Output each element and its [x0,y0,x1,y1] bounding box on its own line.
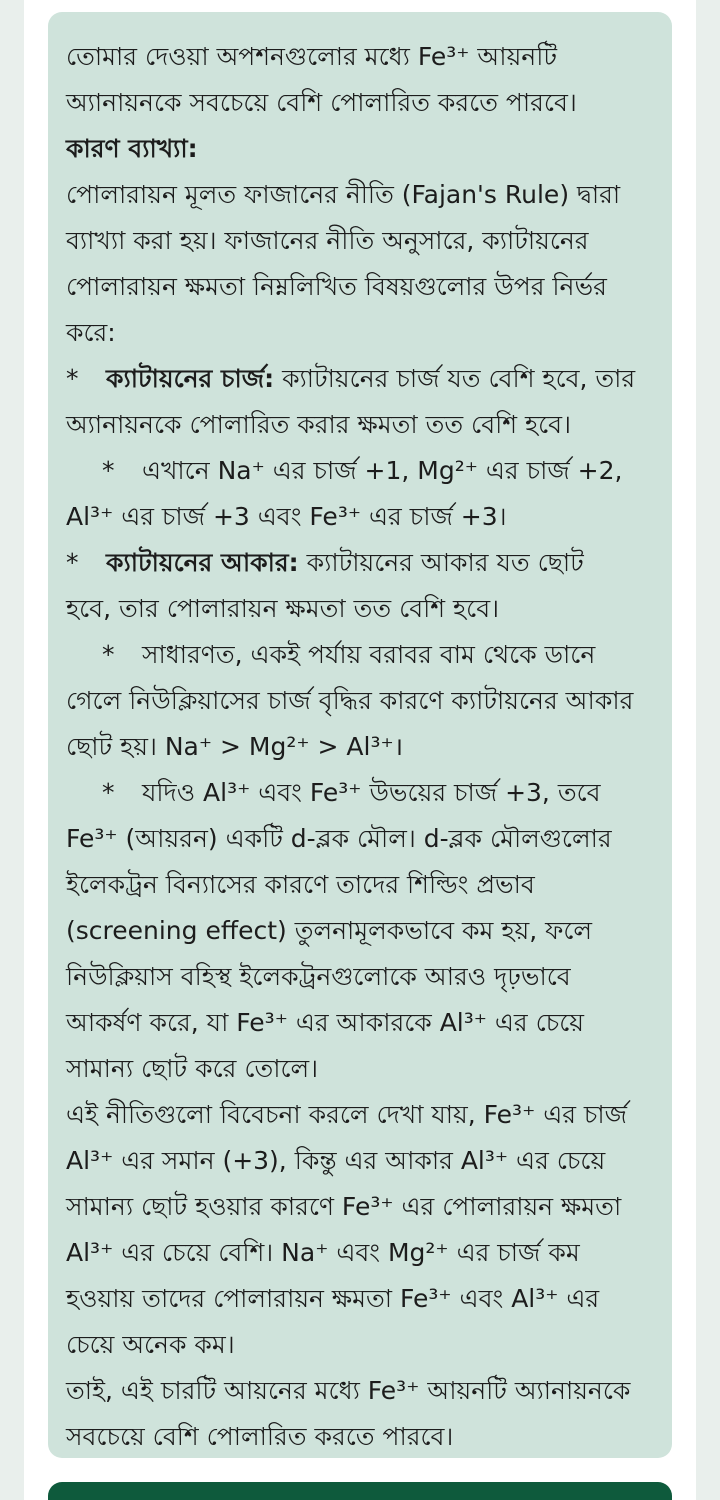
answer-text-line: তোমার দেওয়া অপশনগুলোর মধ্যে Fe³⁺ আয়নটি [66,42,557,71]
answer-text-line: হবে, তার পোলারায়ন ক্ষমতা তত বেশি হবে। [66,594,500,623]
answer-text-line: এই নীতিগুলো বিবেচনা করলে দেখা যায়, Fe³⁺ এর চার্জ [66,1100,628,1129]
answer-text-line: অ্যানায়নকে সবচেয়ে বেশি পোলারিত করতে পারবে। [66,88,577,117]
answer-text-line: অ্যানায়নকে পোলারিত করার ক্ষমতা তত বেশি হবে। [66,410,572,439]
answer-text-line: ছোট হয়। Na⁺ > Mg²⁺ > Al³⁺। [66,732,404,761]
answer-text-line: নিউক্লিয়াস বহিস্থ ইলেকট্রনগুলোকে আরও দৃঢ়ভাবে [66,962,571,991]
answer-text-line: হওয়ায় তাদের পোলারায়ন ক্ষমতা Fe³⁺ এবং Al³⁺ এর [66,1284,600,1313]
bullet-marker: * [102,640,115,669]
sub-bullet-text: যদিও Al³⁺ এবং Fe³⁺ উভয়ের চার্জ +3, তবে [142,778,601,807]
sub-bullet-text: সাধারণত, একই পর্যায় বরাবর বাম থেকে ডানে [142,640,596,669]
bullet-marker: * [66,364,79,393]
answer-text-line: তাই, এই চারটি আয়নের মধ্যে Fe³⁺ আয়নটি অ্যানায়নকে [66,1376,631,1405]
answer-text-line: গেলে নিউক্লিয়াসের চার্জ বৃদ্ধির কারণে ক্যাটায়নের আকার [66,686,634,715]
answer-card [48,12,672,1458]
sub-bullet-item [66,448,658,494]
sub-bullet-item [66,770,658,816]
chat-page [24,0,696,1500]
answer-text-line: Fe³⁺ (আয়রন) একটি d-ব্লক মৌল। d-ব্লক মৌলগুলোর [66,824,612,853]
answer-text-line: ইলেকট্রন বিন্যাসের কারণে তাদের শিল্ডিং প্রভাব [66,870,535,899]
answer-text-line: Al³⁺ এর চেয়ে বেশি। Na⁺ এবং Mg²⁺ এর চার্জ কম [66,1238,580,1267]
bullet-item [66,540,658,586]
bullet-term: ক্যাটায়নের চার্জ: [106,364,275,393]
bullet-marker: * [102,778,115,807]
bullet-item [66,356,658,402]
answer-text-line: করে: [66,318,116,347]
answer-text-line: Al³⁺ এর চার্জ +3 এবং Fe³⁺ এর চার্জ +3। [66,502,507,531]
bullet-marker: * [66,548,79,577]
bottom-bar [48,1482,672,1500]
answer-text-line: চেয়ে অনেক কম। [66,1330,235,1359]
answer-text-line: সামান্য ছোট হওয়ার কারণে Fe³⁺ এর পোলারায়ন ক্ষমতা [66,1192,622,1221]
sub-bullet-item [66,632,658,678]
answer-text-line: আকর্ষণ করে, যা Fe³⁺ এর আকারকে Al³⁺ এর চেয়ে [66,1008,585,1037]
bullet-text: ক্যাটায়নের চার্জ যত বেশি হবে, তার [274,364,636,393]
answer-text-line: (screening effect) তুলনামূলকভাবে কম হয়, ফলে [66,916,593,945]
answer-text-line: পোলারায়ন ক্ষমতা নিম্নলিখিত বিষয়গুলোর উপর নির্ভর [66,272,607,301]
bullet-term: ক্যাটায়নের আকার: [106,548,299,577]
bullet-marker: * [102,456,115,485]
answer-text-line: Al³⁺ এর সমান (+3), কিন্তু এর আকার Al³⁺ এর চেয়ে [66,1146,606,1175]
bullet-text: ক্যাটায়নের আকার যত ছোট [298,548,584,577]
answer-text-line: পোলারায়ন মূলত ফাজানের নীতি (Fajan's Rule) দ্বারা [66,180,621,209]
answer-text-line: সামান্য ছোট করে তোলে। [66,1054,319,1083]
sub-bullet-text: এখানে Na⁺ এর চার্জ +1, Mg²⁺ এর চার্জ +2, [142,456,623,485]
section-heading: কারণ ব্যাখ্যা: [66,134,198,163]
answer-text-line: সবচেয়ে বেশি পোলারিত করতে পারবে। [66,1422,454,1451]
answer-text-line: ব্যাখ্যা করা হয়। ফাজানের নীতি অনুসারে, ক্যাটায়নের [66,226,589,255]
